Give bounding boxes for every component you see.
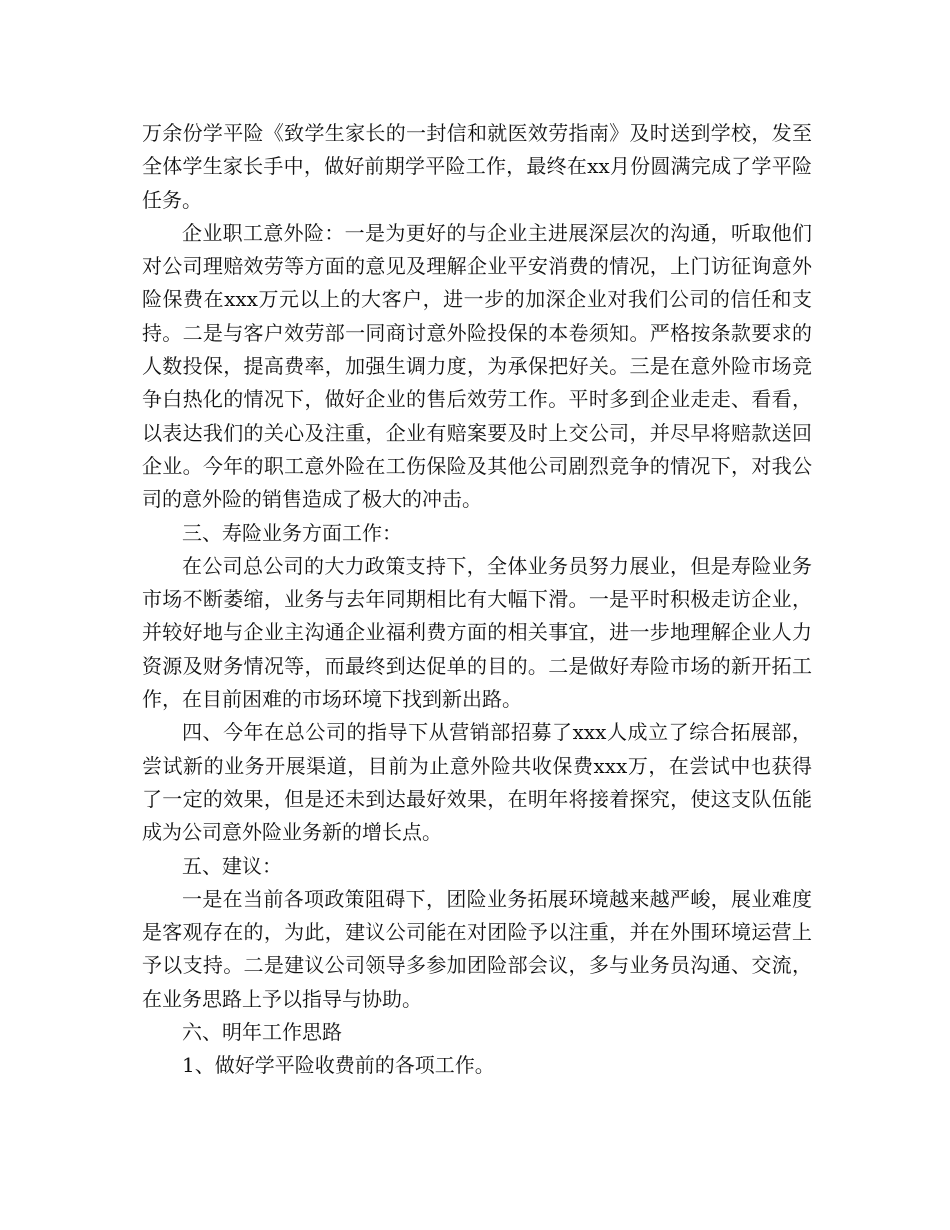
- paragraph-expansion-department: 四、今年在总公司的指导下从营销部招募了xxx人成立了综合拓展部，尝试新的业务开展渠道，目前为止意外险共收保费xxx万，在尝试中也获得了一定的效果，但是还未到达最好效果，在明年将接着探究，使这支队伍能成为公司意外险业务新的增长点。: [142, 720, 812, 845]
- paragraph-employee-accident-insurance: 企业职工意外险：一是为更好的与企业主进展深层次的沟通，听取他们对公司理赔效劳等方面的意见及理解企业平安消费的情况，上门访征询意外险保费在xxx万元以上的大客户，进一步的加深企业对我们公司的信任和支持。二是与客户效劳部一同商讨意外险投保的本卷须知。严格按条款要求的人数投保，提高费率，加强生调力度，为承保把好关。三是在意外险市场竞争白热化的情况下，做好企业的售后效劳工作。平时多到企业走走、看看，以表达我们的关心及注重，企业有赔案要及时上交公司，并尽早将赔款送回企业。今年的职工意外险在工伤保险及其他公司剧烈竞争的情况下，对我公司的意外险的销售造成了极大的冲击。: [142, 220, 812, 512]
- document-body: [142, 117, 812, 1083]
- heading-suggestions: 五、建议：: [182, 853, 282, 878]
- heading-life-insurance: 三、寿险业务方面工作：: [182, 520, 402, 545]
- list-item-plan-1: 1、做好学平险收费前的各项工作。: [182, 1053, 495, 1078]
- heading-next-year-plan: 六、明年工作思路: [182, 1020, 342, 1045]
- paragraph-suggestions: 一是在当前各项政策阻碍下，团险业务拓展环境越来越严峻，展业难度是客观存在的，为此，建议公司能在对团险予以注重，并在外围环境运营上予以支持。二是建议公司领导多参加团险部会议，多与业务员沟通、交流，在业务思路上予以指导与协助。: [142, 886, 812, 1011]
- paragraph-life-insurance: 在公司总公司的大力政策支持下，全体业务员努力展业，但是寿险业务市场不断萎缩，业务与去年同期相比有大幅下滑。一是平时积极走访企业，并较好地与企业主沟通企业福利费方面的相关事宜，进一步地理解企业人力资源及财务情况等，而最终到达促单的目的。二是做好寿险市场的新开拓工作，在目前困难的市场环境下找到新出路。: [142, 553, 812, 712]
- paragraph-continuation: 万余份学平险《致学生家长的一封信和就医效劳指南》及时送到学校，发至全体学生家长手中，做好前期学平险工作，最终在xx月份圆满完成了学平险任务。: [142, 121, 812, 212]
